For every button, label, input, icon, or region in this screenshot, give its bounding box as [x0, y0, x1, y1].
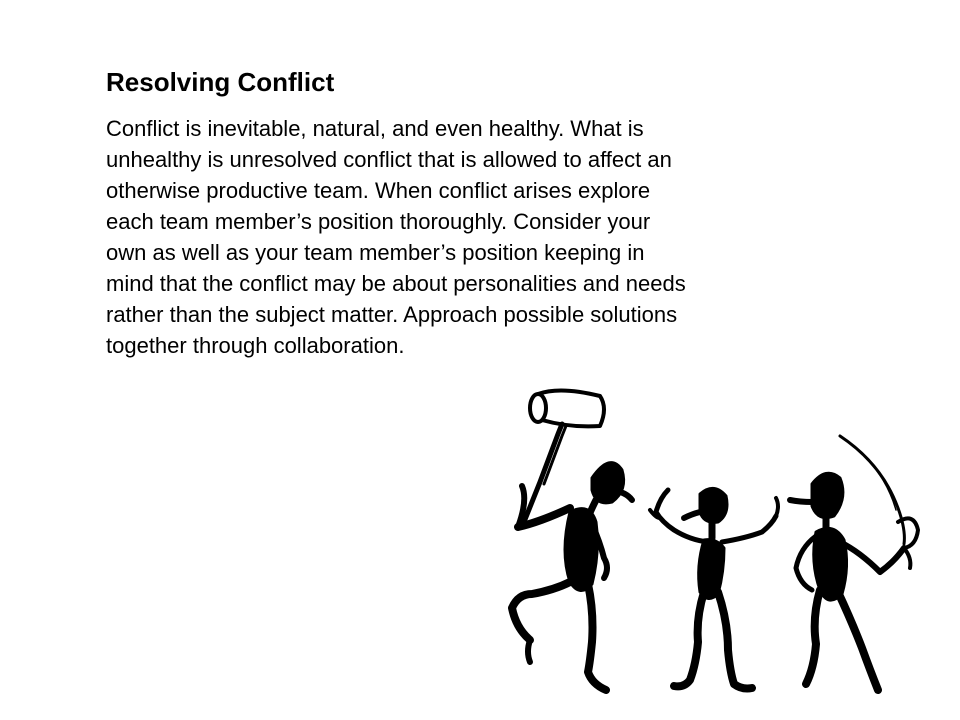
sword-icon [840, 436, 918, 548]
body-line: together through collaboration. [106, 333, 405, 358]
figure-with-sword [790, 436, 918, 690]
body-line: rather than the subject matter. Approach possible solutions [106, 302, 678, 327]
body-line: mind that the conflict may be about personalities and needs [106, 271, 686, 296]
body-line: own as well as your team member’s position keeping in [106, 240, 645, 265]
figure-with-hammer [512, 390, 632, 690]
body-line: each team member’s position thoroughly. Consider your [106, 209, 651, 234]
slide-title: Resolving Conflict [106, 67, 335, 97]
slide-body-text [106, 113, 826, 361]
body-line: unhealthy is unresolved conflict that is allowed to affect an [106, 147, 672, 172]
body-line: otherwise productive team. When conflict arises explore [106, 178, 651, 203]
body-line: Conflict is inevitable, natural, and even healthy. What is [106, 116, 644, 141]
stick-figures-conflict-icon [500, 372, 940, 702]
figure-middle [650, 488, 778, 688]
